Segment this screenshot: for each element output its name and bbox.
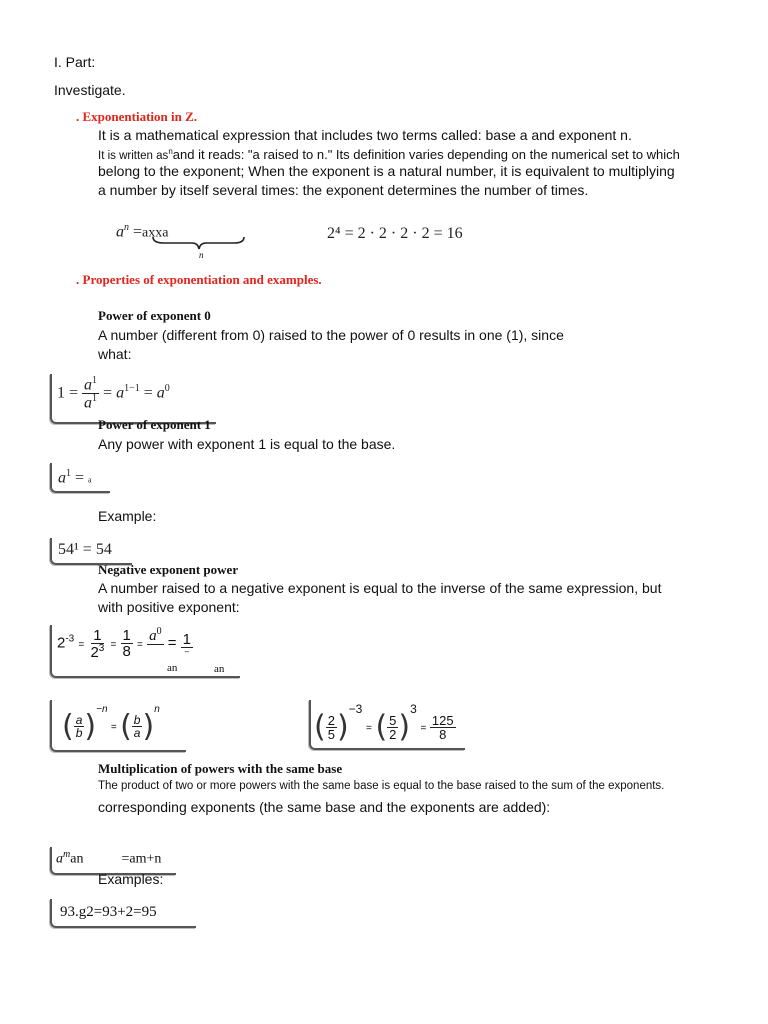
multiplication-title: Multiplication of powers with the same base (98, 761, 343, 776)
formula-multiplication: $a^man =am+n$ (56, 849, 162, 867)
section-title-exponentiation: . Exponentiation in Z. (76, 109, 198, 124)
example-label: Example: (98, 508, 157, 524)
underbrace-label: n (199, 250, 204, 260)
investigate-heading: Investigate. (54, 82, 126, 98)
multiplication-line1: The product of two or more powers with the same base is equal to the base raised to the sum of the exponents. (98, 780, 665, 792)
negative-an-label-2: an (214, 663, 225, 675)
formula-power1: $a^1 = a$ (58, 468, 92, 487)
section1-paragraph-line4: a number by itself several times: the exponent determines the number of times. (98, 182, 589, 198)
section1-paragraph-line2: It is written $as^nand$ it reads: "a raised to n." Its definition varies depending on the numerical set to which (98, 146, 680, 162)
formula-fraction-negative-power: ( $\frac{a}{b}$ )$^{-n}$ = ( $\frac{b}{a}$ )$^n$ (62, 704, 160, 744)
formula-numeric-fraction-power: ( $\frac{2}{5}$ )$^{-3}$ = ( $\frac{5}{2}$ )$^3$ = $\frac{125}{8}$ (314, 702, 454, 745)
part-heading: I. Part: (54, 54, 96, 70)
negative-exponent-title: Negative exponent power (98, 562, 239, 577)
example-formula-2-to-4: 2⁴ = 2 · 2 · 2 · 2 = 16 (327, 225, 463, 242)
examples-formula: 93.g2=93+2=95 (60, 904, 157, 920)
definition-formula: $a^n$ =axxa (116, 222, 169, 241)
formula-power0: 1 = $\frac{a^1}{a^1}$ = $a^{1-1} = a^0$ (57, 375, 170, 412)
power0-title: Power of exponent 0 (98, 308, 211, 323)
power0-line2: what: (98, 346, 132, 362)
multiplication-line2: corresponding exponents (the same base and the exponents are added): (98, 799, 551, 815)
underbrace-icon (150, 235, 246, 251)
example-formula-54: 54¹ = 54 (58, 541, 112, 558)
negative-exponent-line2: with positive exponent: (98, 599, 240, 615)
section1-paragraph-line3: belong to the exponent; When the exponent is a natural number, it is equivalent to multiplying (98, 163, 675, 179)
examples-label: Examples: (98, 871, 164, 887)
negative-an-label-1: an (167, 662, 178, 674)
power1-line1: Any power with exponent 1 is equal to the base. (98, 436, 396, 452)
formula-negative-exponent: $2^{-3}$ = $\frac{1}{2^3}$ = $\frac{1}{8}$ = $a^0$ = $\frac{1}{-}$ (57, 626, 192, 661)
power1-title: Power of exponent 1 (98, 417, 211, 432)
power0-line1: A number (different from 0) raised to the power of 0 results in one (1), since (98, 327, 564, 343)
section-title-properties: . Properties of exponentiation and examples. (76, 272, 322, 287)
negative-exponent-line1: A number raised to a negative exponent is equal to the inverse of the same expression, but (98, 580, 662, 596)
section1-paragraph-line1: It is a mathematical expression that includes two terms called: base a and exponent n. (98, 127, 632, 143)
